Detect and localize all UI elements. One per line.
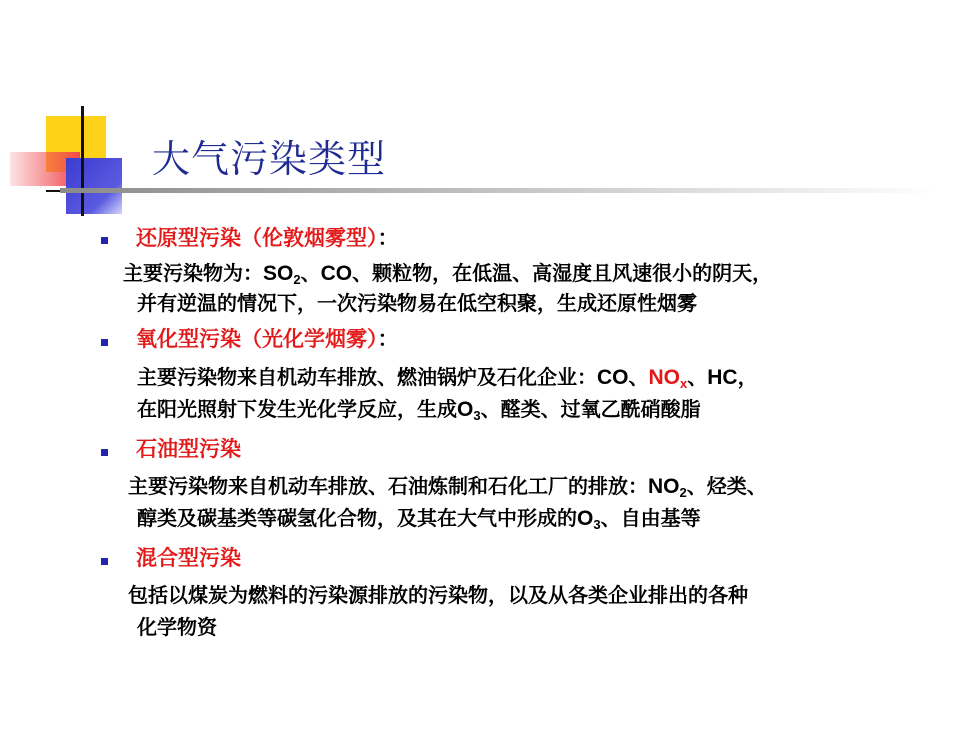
bullet-icon <box>101 449 108 456</box>
section-heading-mixed: 混合型污染 <box>136 546 241 570</box>
section-text-line: 并有逆温的情况下，一次污染物易在低空积聚，生成还原性烟雾 <box>137 291 697 315</box>
vertical-line <box>81 106 84 216</box>
blue-block <box>66 158 122 214</box>
bullet-icon <box>101 558 108 565</box>
section-heading-reducing: 还原型污染（伦敦烟雾型）： <box>136 226 399 250</box>
section-text-line: 主要污染物来自机动车排放、燃油锅炉及石化企业：CO、$NO_x$、HC， <box>137 365 758 391</box>
section-text-line: 化学物资 <box>137 615 217 639</box>
section-text-line: 主要污染物来自机动车排放、石油炼制和石化工厂的排放：$NO_2$、烃类、 <box>128 474 767 500</box>
bullet-icon <box>101 339 108 346</box>
section-text-line: 主要污染物为：$SO_2$、CO、颗粒物，在低温、高湿度且风速很小的阴天， <box>123 261 773 287</box>
page-title: 大气污染类型 <box>152 137 387 181</box>
section-text-line: 包括以煤炭为燃料的污染源排放的污染物，以及从各类企业排出的各种 <box>128 583 748 607</box>
section-heading-petroleum: 石油型污染 <box>136 437 241 461</box>
section-text-line: 醇类及碳基类等碳氢化合物，及其在大气中形成的$O_3$、自由基等 <box>137 506 701 532</box>
section-heading-oxidizing: 氧化型污染（光化学烟雾）： <box>136 327 399 351</box>
bullet-icon <box>101 237 108 244</box>
section-text-line: 在阳光照射下发生光化学反应，生成$O_3$、醛类、过氧乙酰硝酸脂 <box>137 397 701 423</box>
title-divider <box>60 188 940 193</box>
